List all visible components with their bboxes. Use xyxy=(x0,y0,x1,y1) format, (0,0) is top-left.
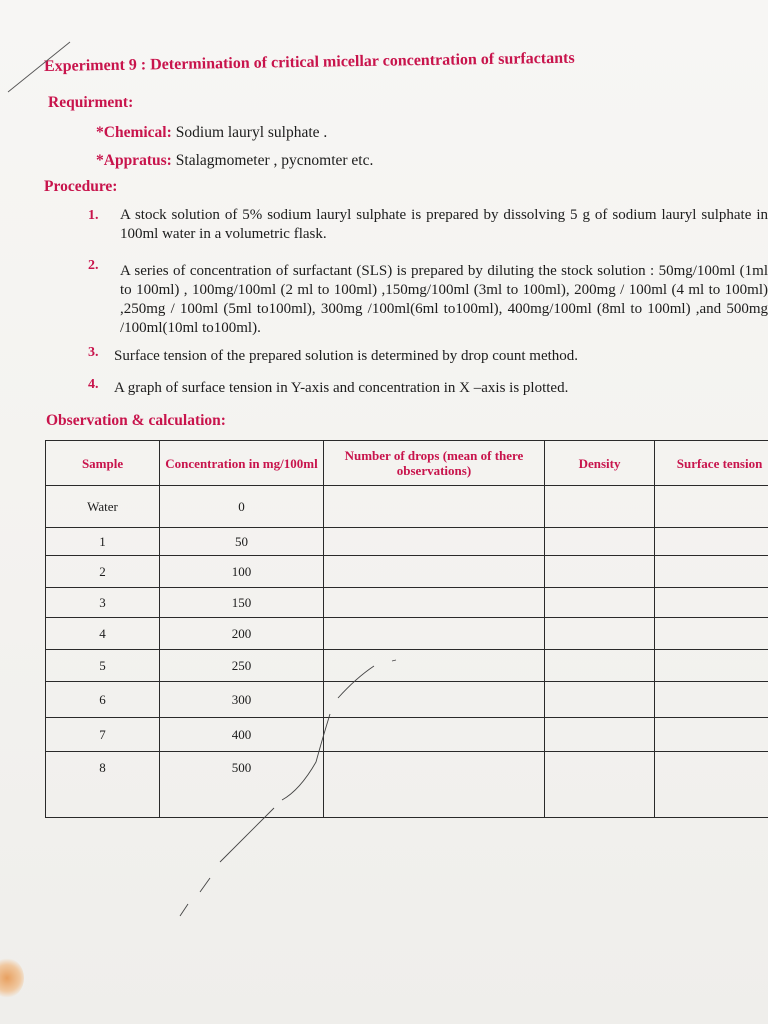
density-cell xyxy=(545,650,655,682)
surface-tension-cell xyxy=(655,556,768,588)
surface-tension-cell xyxy=(655,682,768,718)
step-number: 1. xyxy=(88,208,99,223)
density-cell xyxy=(545,528,655,556)
drops-cell xyxy=(323,588,544,618)
pen-stroke-dash xyxy=(200,878,210,892)
apparatus-label: *Appratus: xyxy=(96,152,172,169)
drops-cell xyxy=(323,618,544,650)
step-number: 4. xyxy=(88,377,99,392)
concentration-cell: 300 xyxy=(160,682,324,718)
density-cell xyxy=(545,588,655,618)
step-text: Surface tension of the prepared solution is determined by drop count method. xyxy=(114,348,579,364)
surface-tension-cell xyxy=(655,752,768,818)
table-row xyxy=(46,528,768,556)
apparatus-row xyxy=(96,152,373,170)
sample-cell: 2 xyxy=(46,556,160,588)
drops-cell xyxy=(323,752,544,818)
column-header-surface-tension: Surface tension xyxy=(655,441,768,486)
drops-cell xyxy=(323,718,544,752)
column-header-concentration: Concentration in mg/100ml xyxy=(160,441,324,486)
concentration-cell: 500 xyxy=(160,752,324,818)
procedure-heading: Procedure: xyxy=(44,178,118,195)
drops-cell xyxy=(323,650,544,682)
table-row xyxy=(46,682,768,718)
step-number: 3. xyxy=(88,345,99,360)
concentration-cell: 250 xyxy=(160,650,324,682)
sample-cell: Water xyxy=(46,486,160,528)
concentration-cell: 400 xyxy=(160,718,324,752)
density-cell xyxy=(545,556,655,588)
sample-cell: 6 xyxy=(46,682,160,718)
paper-stain xyxy=(0,958,24,998)
step-text: A stock solution of 5% sodium lauryl sulphate is prepared by dissolving 5 g of sodium lauryl sulphate in 100ml water in a volumetric flask. xyxy=(120,207,768,242)
surface-tension-cell xyxy=(655,718,768,752)
table-row xyxy=(46,650,768,682)
surface-tension-cell xyxy=(655,486,768,528)
sample-cell: 8 xyxy=(46,752,160,818)
table-header-row xyxy=(46,441,768,486)
density-cell xyxy=(545,718,655,752)
concentration-cell: 150 xyxy=(160,588,324,618)
concentration-cell: 100 xyxy=(160,556,324,588)
step-number: 2. xyxy=(88,258,99,273)
concentration-cell: 200 xyxy=(160,618,324,650)
step-text: A series of concentration of surfactant (SLS) is prepared by diluting the stock solution : 50mg/100ml (1ml to 100ml) , 100mg/100ml (2 ml to 100ml) ,150mg/100ml (3ml to 100ml), 200mg / 100ml (4 ml to 100ml) ,250mg / 100ml (5ml to100ml), 300mg /100ml(6ml to100ml), 400mg/100ml (8ml to 100ml) ,and 500mg /100ml(10ml to100ml). xyxy=(120,263,768,336)
drops-cell xyxy=(323,682,544,718)
density-cell xyxy=(545,618,655,650)
sample-cell: 7 xyxy=(46,718,160,752)
surface-tension-cell xyxy=(655,650,768,682)
column-header-drops: Number of drops (mean of there observations) xyxy=(323,441,544,486)
table-row xyxy=(46,618,768,650)
chemical-value: Sodium lauryl sulphate . xyxy=(175,124,328,141)
surface-tension-cell xyxy=(655,618,768,650)
chemical-row xyxy=(96,124,327,142)
table-row xyxy=(46,556,768,588)
step-text: A graph of surface tension in Y-axis and concentration in X –axis is plotted. xyxy=(114,380,569,396)
concentration-cell: 50 xyxy=(160,528,324,556)
concentration-cell: 0 xyxy=(160,486,324,528)
table-row xyxy=(46,752,768,818)
chemical-label: *Chemical: xyxy=(96,124,172,141)
surface-tension-cell xyxy=(655,528,768,556)
density-cell xyxy=(545,752,655,818)
drops-cell xyxy=(323,486,544,528)
pen-stroke-dash xyxy=(180,904,188,916)
density-cell xyxy=(545,486,655,528)
table-row xyxy=(46,588,768,618)
sample-cell: 3 xyxy=(46,588,160,618)
table-row xyxy=(46,486,768,528)
density-cell xyxy=(545,682,655,718)
surface-tension-cell xyxy=(655,588,768,618)
requirement-heading: Requirment: xyxy=(48,94,134,111)
observation-table xyxy=(45,440,768,818)
column-header-sample: Sample xyxy=(46,441,160,486)
apparatus-value: Stalagmometer , pycnomter etc. xyxy=(175,152,374,169)
sample-cell: 4 xyxy=(46,618,160,650)
table-row xyxy=(46,718,768,752)
sample-cell: 1 xyxy=(46,528,160,556)
experiment-title: Experiment 9 : Determination of critical micellar concentration of surfactants xyxy=(43,49,575,75)
drops-cell xyxy=(323,556,544,588)
sample-cell: 5 xyxy=(46,650,160,682)
column-header-density: Density xyxy=(545,441,655,486)
drops-cell xyxy=(323,528,544,556)
observation-heading: Observation & calculation: xyxy=(46,412,226,429)
